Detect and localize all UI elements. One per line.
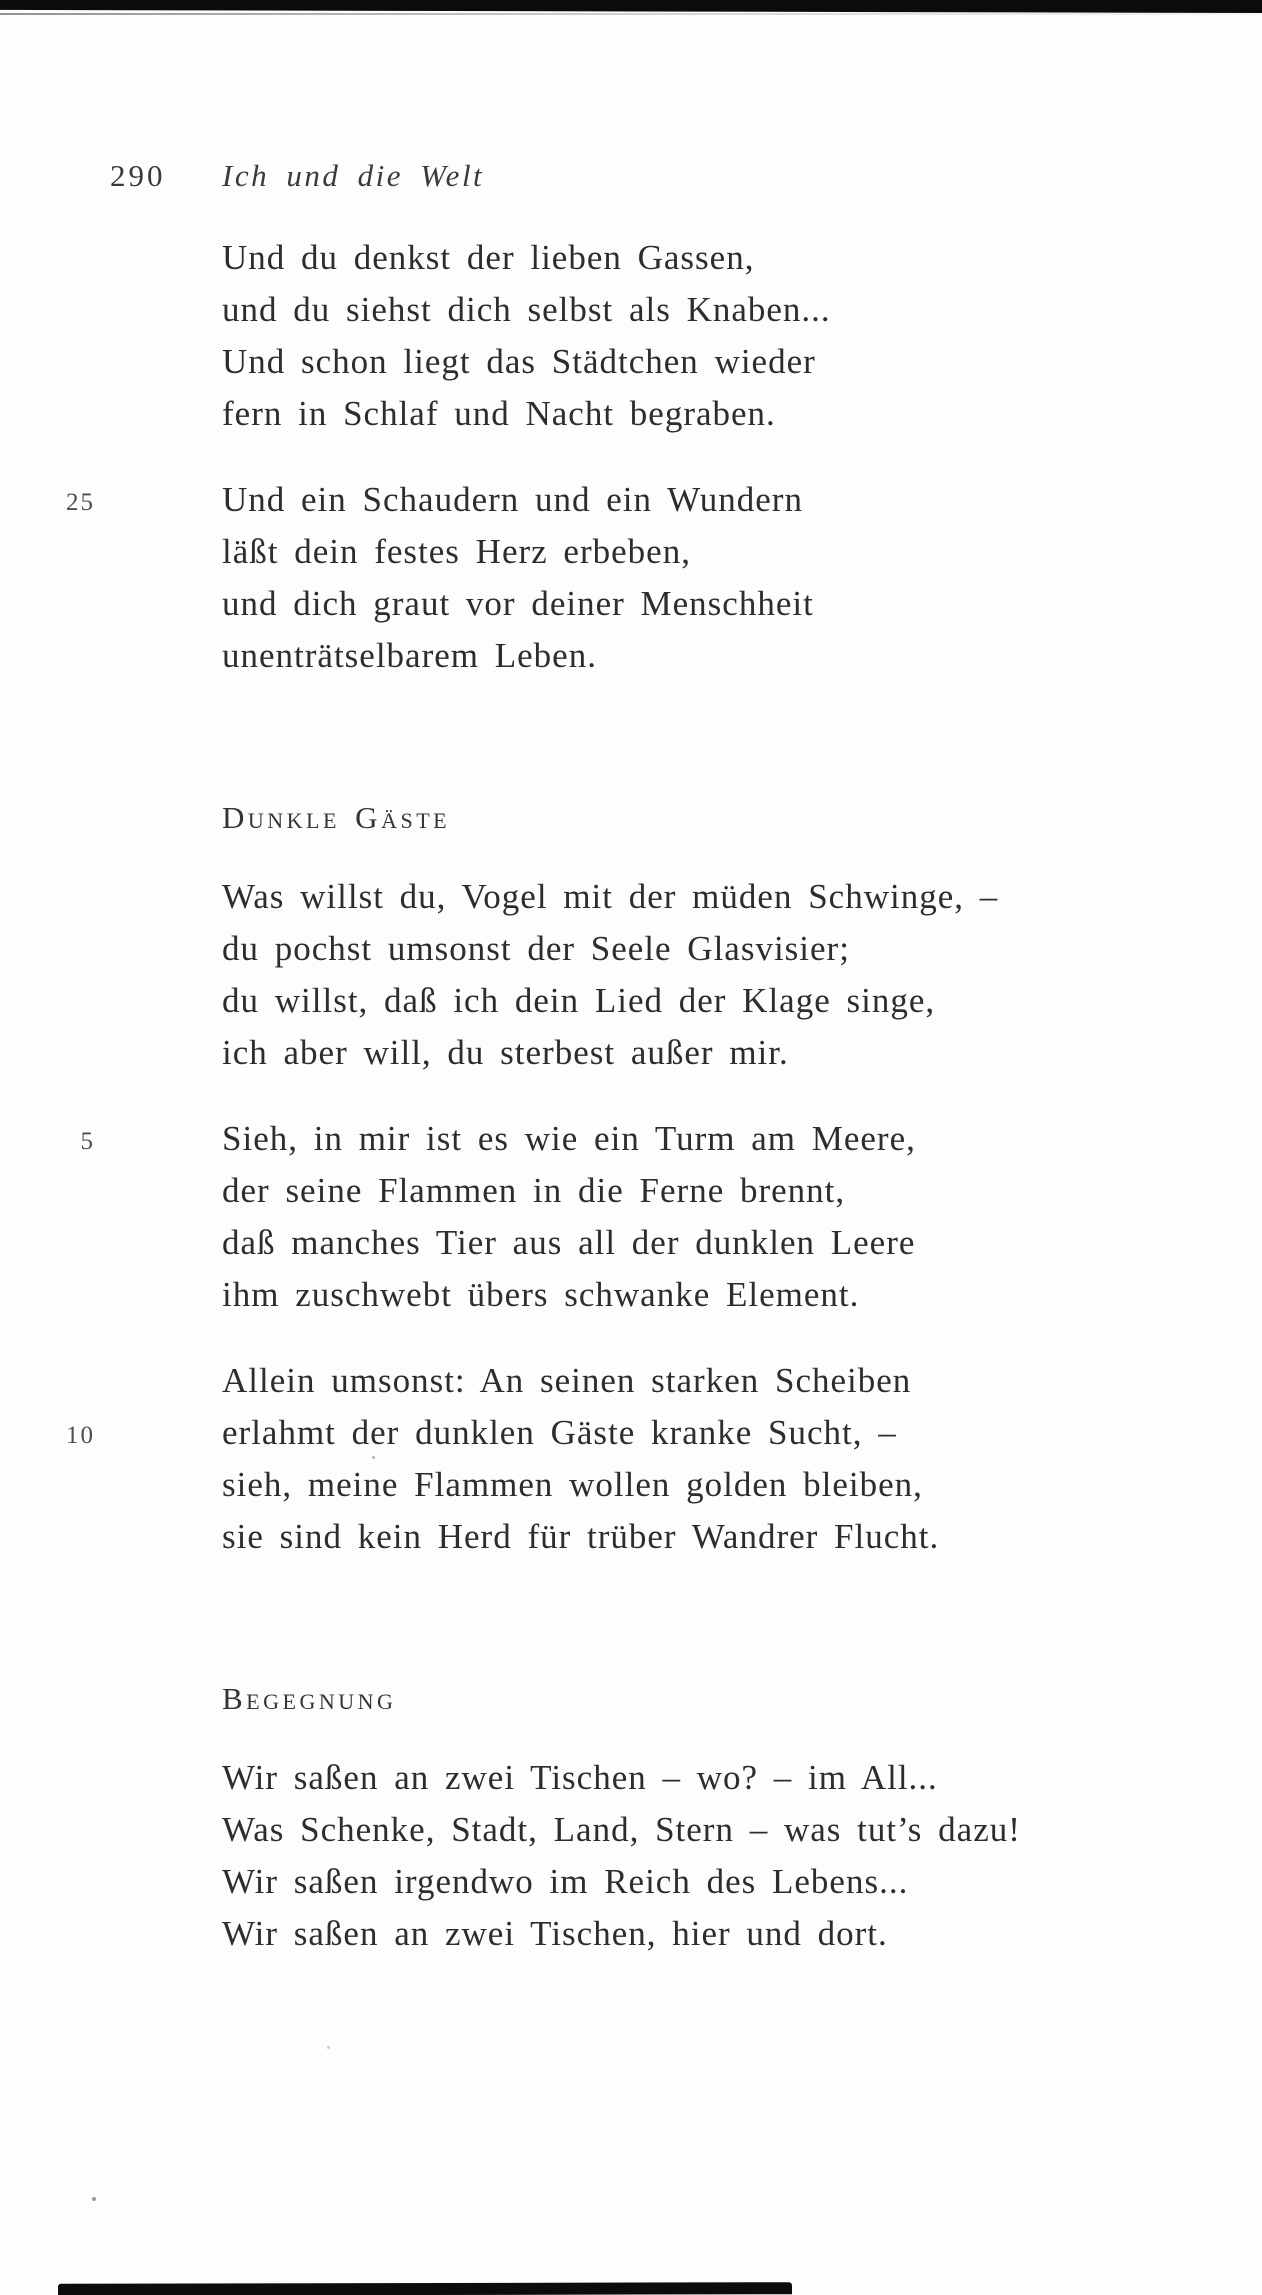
verse-line: der seine Flammen in die Ferne brennt,: [222, 1171, 846, 1210]
scan-dust-speck: [327, 2046, 330, 2049]
stanza: [222, 871, 1232, 1079]
stanza: [80, 1113, 1232, 1321]
poem-text: [66, 232, 1232, 1960]
verse-line-number: 25: [66, 489, 95, 516]
scan-edge-artifact-top: [0, 0, 1262, 13]
verse-line: ich aber will, du sterbest außer mir.: [222, 1033, 789, 1072]
scan-edge-artifact-bottom: [58, 2282, 792, 2295]
verse-line: fern in Schlaf und Nacht begraben.: [222, 394, 776, 433]
stanza: [66, 1355, 1232, 1563]
verse-line: ihm zuschwebt übers schwanke Element.: [222, 1275, 860, 1314]
verse-line: Und schon liegt das Städtchen wieder: [222, 342, 816, 381]
running-header: [110, 150, 1232, 202]
verse-line: Was Schenke, Stadt, Land, Stern – was tut’s dazu!: [222, 1810, 1021, 1849]
verse-line: Wir saßen irgendwo im Reich des Lebens...: [222, 1862, 909, 1901]
verse-line: und dich graut vor deiner Menschheit: [222, 584, 814, 623]
page-number: 290: [110, 158, 166, 193]
verse-line: Wir saßen an zwei Tischen, hier und dort.: [222, 1914, 888, 1953]
verse-line: du pochst umsonst der Seele Glasvisier;: [222, 929, 850, 968]
stanza: [222, 232, 1232, 440]
running-header-title: Ich und die Welt: [222, 158, 485, 193]
verse-line: Was willst du, Vogel mit der müden Schwinge, –: [222, 877, 999, 916]
stanza: [66, 474, 1232, 682]
verse-line-number: 5: [80, 1128, 95, 1155]
verse-line: läßt dein festes Herz erbeben,: [222, 532, 691, 571]
verse-line: sie sind kein Herd für trüber Wandrer Flucht.: [222, 1517, 940, 1556]
verse-line: daß manches Tier aus all der dunklen Leere: [222, 1223, 916, 1262]
verse-line: unenträtselbarem Leben.: [222, 636, 597, 675]
verse-line: Sieh, in mir ist es wie ein Turm am Meere,: [222, 1119, 916, 1158]
verse-line: Und du denkst der lieben Gassen,: [222, 238, 755, 277]
verse-line: du willst, daß ich dein Lied der Klage singe,: [222, 981, 936, 1020]
verse-line: Und ein Schaudern und ein Wundern: [222, 480, 803, 519]
verse-line: sieh, meine Flammen wollen golden bleiben,: [222, 1465, 923, 1504]
verse-line-number: 10: [66, 1422, 95, 1449]
scan-dust-speck: [372, 1456, 375, 1459]
stanza: [222, 1752, 1232, 1960]
scan-edge-shadow-line: [0, 13, 1262, 15]
page-content: [66, 150, 1232, 1960]
poem-title: Begegnung: [222, 1681, 397, 1716]
verse-line: und du siehst dich selbst als Knaben...: [222, 290, 831, 329]
poem-title: Dunkle Gäste: [222, 800, 451, 835]
scan-dust-speck: [92, 2197, 96, 2201]
verse-line: Wir saßen an zwei Tischen – wo? – im All...: [222, 1758, 938, 1797]
verse-line: erlahmt der dunklen Gäste kranke Sucht, –: [222, 1413, 897, 1452]
verse-line: Allein umsonst: An seinen starken Scheiben: [222, 1361, 912, 1400]
